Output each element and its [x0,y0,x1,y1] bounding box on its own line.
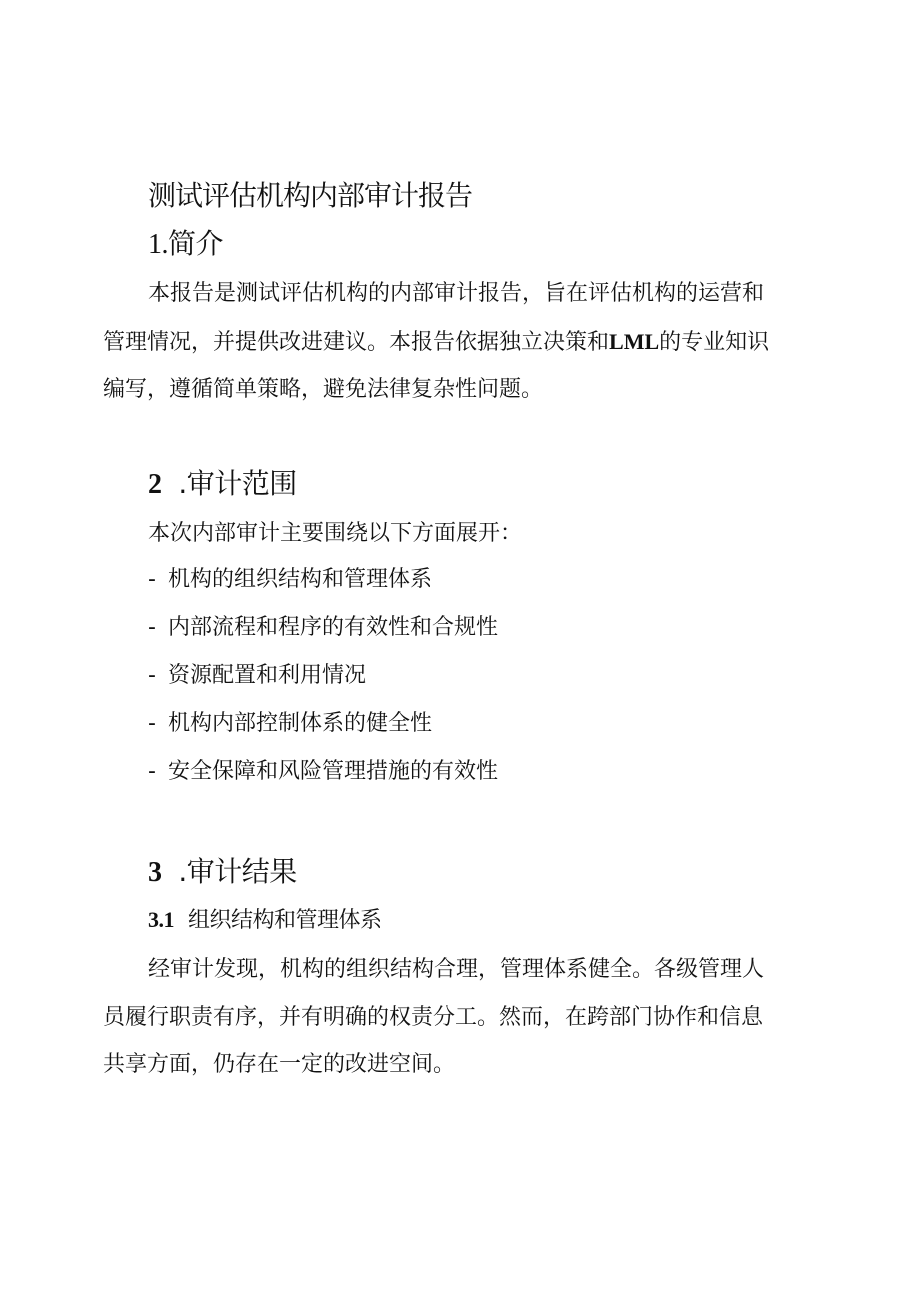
subsection-title: 组织结构和管理体系 [188,908,382,933]
paragraph-line [103,318,823,367]
paragraph-line: 共享方面，仍存在一定的改进空间。 [103,1052,456,1077]
paragraph-line: 经审计发现，机构的组织结构合理，管理体系健全。各级管理人 [148,957,765,982]
intro-paragraph [103,270,823,414]
document-title: 测试评估机构内部审计报告 [148,179,473,212]
dash-marker: - [148,663,156,688]
section-heading-scope [148,464,297,505]
section-title: .审计结果 [178,855,297,888]
section-heading-results [148,852,297,893]
paragraph-line: 本报告是测试评估机构的内部审计报告，旨在评估机构的运营和 [148,281,765,306]
results-paragraph [103,946,823,1089]
list-item [148,610,498,658]
subsection-heading [148,903,382,938]
list-item-text: 内部流程和程序的有效性和合规性 [167,615,498,640]
scope-list [148,562,498,802]
section-title: .审计范围 [178,467,297,500]
paragraph-line: 员履行职责有序，并有明确的权责分工。然而，在跨部门协作和信息 [103,1004,764,1030]
dash-marker: - [148,759,156,784]
list-item [148,658,498,706]
section-heading-intro [148,224,223,265]
dash-marker: - [148,615,156,640]
list-item [148,754,498,802]
paragraph-line: 编写，遵循简单策略，避免法律复杂性问题。 [103,377,544,402]
dash-marker: - [148,567,156,592]
paragraph-text: 管理情况，并提供改进建议。本报告依据独立决策和 [103,329,610,355]
section-title: 简介 [168,227,224,260]
section-number: 3 [148,857,162,888]
subsection-number: 3.1 [148,907,174,932]
list-item-text: 资源配置和利用情况 [167,663,366,688]
section-number: 1. [148,229,168,260]
list-item-text: 安全保障和风险管理措施的有效性 [167,759,498,784]
list-item [148,562,498,610]
list-item-text: 机构内部控制体系的健全性 [167,711,432,736]
lml-term: LML [609,328,660,354]
section-number: 2 [148,469,162,500]
scope-intro: 本次内部审计主要围绕以下方面展开： [148,521,523,546]
dash-marker: - [148,711,156,736]
paragraph-text: 的专业知识 [659,329,770,355]
list-item-text: 机构的组织结构和管理体系 [167,567,432,592]
list-item [148,706,498,754]
